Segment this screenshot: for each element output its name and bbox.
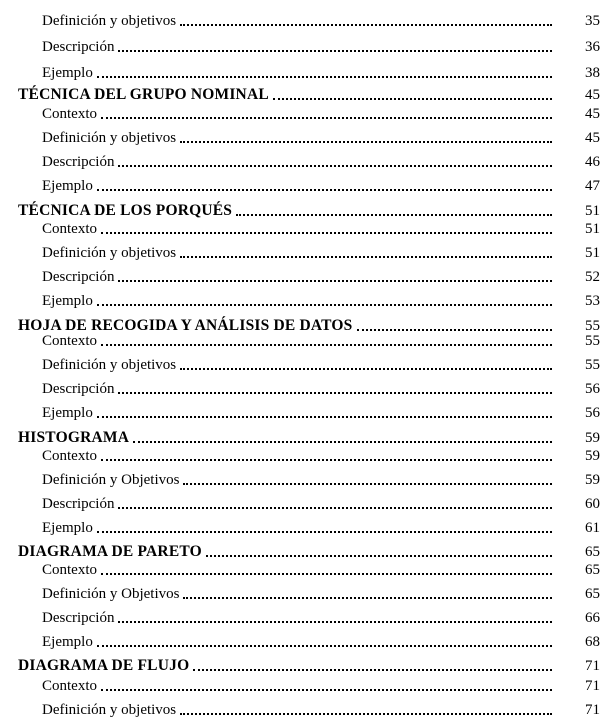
dot-leader	[180, 713, 552, 715]
page-number: 55	[585, 357, 600, 373]
subsection-title: Descripción	[42, 610, 115, 626]
toc-sub-entry	[0, 8, 600, 30]
toc-sub-entry	[0, 400, 600, 422]
page-number: 55	[585, 333, 600, 349]
toc-sub-entry	[0, 60, 600, 82]
toc-sub-entry	[0, 557, 600, 579]
dot-leader	[101, 232, 552, 234]
dot-leader	[118, 621, 552, 623]
page-number: 47	[585, 178, 600, 194]
subsection-title: Definición y objetivos	[42, 702, 177, 718]
dot-leader	[180, 256, 552, 258]
page-number: 71	[585, 678, 600, 694]
subsection-title: Ejemplo	[42, 520, 93, 536]
toc-sub-entry	[0, 352, 600, 374]
page-number: 36	[585, 39, 600, 55]
page-number: 51	[585, 221, 600, 237]
dot-leader	[180, 368, 552, 370]
dot-leader	[183, 483, 552, 485]
subsection-title: Definición y Objetivos	[42, 586, 180, 602]
dot-leader	[118, 280, 552, 282]
subsection-title: Descripción	[42, 496, 115, 512]
toc-sub-entry	[0, 491, 600, 513]
dot-leader	[101, 573, 552, 575]
toc-sub-entry	[0, 149, 600, 171]
dot-leader	[101, 344, 552, 346]
page-number: 45	[585, 87, 600, 103]
page-number: 53	[585, 293, 600, 309]
page-number: 45	[585, 130, 600, 146]
subsection-title: Ejemplo	[42, 178, 93, 194]
dot-leader	[183, 597, 552, 599]
toc-sub-entry	[0, 629, 600, 651]
subsection-title: Definición y objetivos	[42, 13, 177, 29]
toc-sub-entry	[0, 467, 600, 489]
section-title: TÉCNICA DE LOS PORQUÉS	[18, 202, 233, 219]
page-number: 66	[585, 610, 600, 626]
page-number: 60	[585, 496, 600, 512]
page-number: 46	[585, 154, 600, 170]
page-number: 59	[585, 430, 600, 446]
subsection-title: Descripción	[42, 154, 115, 170]
toc-sub-entry	[0, 376, 600, 398]
page-number: 71	[585, 702, 600, 718]
page-number: 65	[585, 586, 600, 602]
page-number: 52	[585, 269, 600, 285]
subsection-title: Descripción	[42, 39, 115, 55]
dot-leader	[118, 50, 552, 52]
toc-sub-entry	[0, 697, 600, 719]
toc-section-entry	[0, 653, 600, 675]
page-number: 71	[585, 658, 600, 674]
subsection-title: Ejemplo	[42, 293, 93, 309]
page-number: 56	[585, 381, 600, 397]
dot-leader	[101, 117, 552, 119]
dot-leader	[97, 76, 552, 78]
toc-sub-entry	[0, 288, 600, 310]
subsection-title: Contexto	[42, 106, 97, 122]
page-number: 51	[585, 203, 600, 219]
toc-sub-entry	[0, 240, 600, 262]
dot-leader	[97, 416, 552, 418]
dot-leader	[180, 141, 552, 143]
toc-sub-entry	[0, 216, 600, 238]
dot-leader	[118, 165, 552, 167]
dot-leader	[273, 98, 552, 100]
toc-sub-entry	[0, 443, 600, 465]
section-title: TÉCNICA DEL GRUPO NOMINAL	[18, 86, 269, 103]
subsection-title: Contexto	[42, 448, 97, 464]
section-title: HISTOGRAMA	[18, 429, 130, 446]
toc-sub-entry	[0, 101, 600, 123]
dot-leader	[118, 507, 552, 509]
subsection-title: Descripción	[42, 269, 115, 285]
subsection-title: Contexto	[42, 678, 97, 694]
subsection-title: Definición y objetivos	[42, 130, 177, 146]
section-title: DIAGRAMA DE PARETO	[18, 543, 202, 560]
toc-sub-entry	[0, 515, 600, 537]
toc-sub-entry	[0, 173, 600, 195]
page-number: 45	[585, 106, 600, 122]
subsection-title: Contexto	[42, 562, 97, 578]
page-number: 59	[585, 472, 600, 488]
page-number: 59	[585, 448, 600, 464]
page-number: 68	[585, 634, 600, 650]
subsection-title: Contexto	[42, 221, 97, 237]
dot-leader	[97, 645, 552, 647]
page-number: 65	[585, 544, 600, 560]
page-number: 65	[585, 562, 600, 578]
subsection-title: Ejemplo	[42, 405, 93, 421]
subsection-title: Ejemplo	[42, 65, 93, 81]
toc-sub-entry	[0, 125, 600, 147]
page-number: 38	[585, 65, 600, 81]
dot-leader	[97, 531, 552, 533]
dot-leader	[97, 304, 552, 306]
subsection-title: Contexto	[42, 333, 97, 349]
dot-leader	[101, 459, 552, 461]
dot-leader	[101, 689, 552, 691]
toc-sub-entry	[0, 581, 600, 603]
dot-leader	[118, 392, 552, 394]
section-title: DIAGRAMA DE FLUJO	[18, 657, 190, 674]
section-title: HOJA DE RECOGIDA Y ANÁLISIS DE DATOS	[18, 317, 353, 334]
subsection-title: Descripción	[42, 381, 115, 397]
dot-leader	[97, 189, 552, 191]
toc-sub-entry	[0, 328, 600, 350]
page-number: 56	[585, 405, 600, 421]
page-number: 35	[585, 13, 600, 29]
toc-sub-entry	[0, 673, 600, 695]
subsection-title: Definición y objetivos	[42, 245, 177, 261]
toc-sub-entry	[0, 605, 600, 627]
dot-leader	[193, 669, 552, 671]
page-number: 51	[585, 245, 600, 261]
subsection-title: Definición y Objetivos	[42, 472, 180, 488]
toc-sub-entry	[0, 34, 600, 56]
dot-leader	[180, 24, 552, 26]
page-number: 61	[585, 520, 600, 536]
page-number: 55	[585, 318, 600, 334]
subsection-title: Definición y objetivos	[42, 357, 177, 373]
subsection-title: Ejemplo	[42, 634, 93, 650]
toc-sub-entry	[0, 264, 600, 286]
